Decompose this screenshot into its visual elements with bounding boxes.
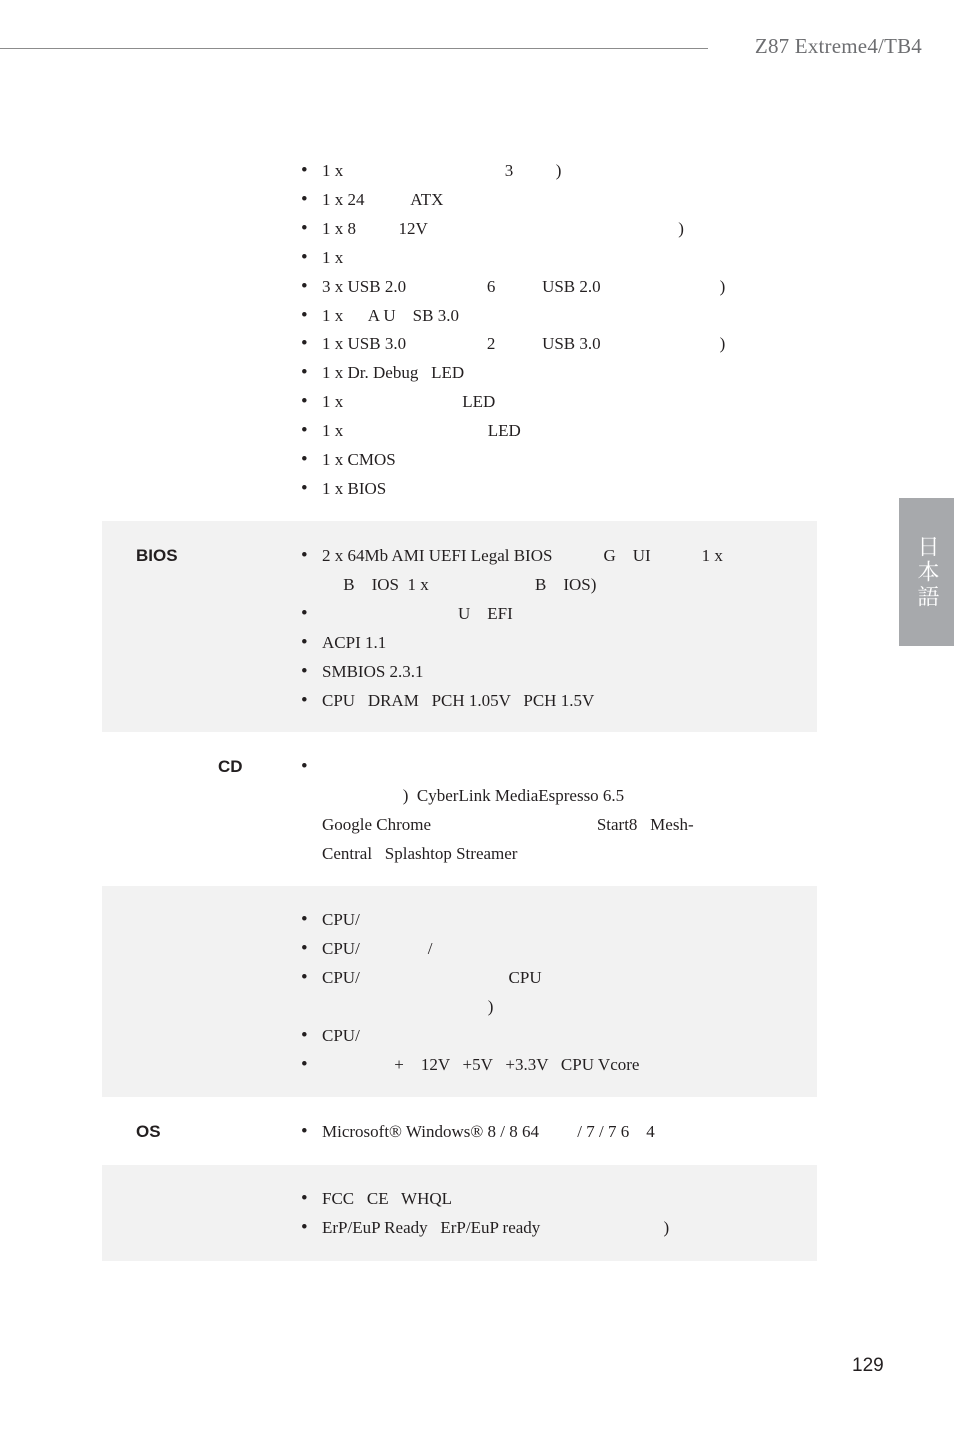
list-item <box>322 1214 782 1243</box>
os-section-label: OS <box>136 1122 161 1141</box>
list-item-line: • 1 x LED <box>322 421 521 441</box>
list-item <box>322 658 782 687</box>
list-item <box>322 215 782 244</box>
list-item-line: Central Splashtop Streamer <box>322 843 518 863</box>
list-item <box>322 600 782 629</box>
list-item-line: • CPU/ CPU <box>322 967 542 987</box>
list-item <box>322 542 782 600</box>
list-item <box>322 475 782 504</box>
header-title: Z87 Extreme4/TB4 <box>754 34 922 58</box>
list-item-line: • 1 x A U SB 3.0 <box>322 305 459 325</box>
list-item-line: • CPU/ <box>322 910 360 929</box>
list-item <box>322 417 782 446</box>
cert-section <box>102 1165 817 1261</box>
list-item <box>322 1118 782 1147</box>
list-item-line: • SMBIOS 2.3.1 <box>322 661 424 681</box>
list-item-line: • 1 x USB 3.0 2 USB 3.0 ) <box>322 334 726 354</box>
list-item <box>322 330 782 359</box>
list-item-line: • CPU/ / <box>322 938 433 958</box>
list-item-line: • 1 x Dr. Debug LED <box>322 363 465 383</box>
list-item-line: • CPU DRAM PCH 1.05V PCH 1.5V <box>322 690 595 710</box>
list-item-line: • 1 x LED <box>322 392 496 412</box>
list-item <box>322 446 782 475</box>
list-item-line: • 1 x 24 ATX <box>322 189 444 209</box>
list-item-line: • Microsoft® Windows® 8 / 8 64 / 7 / 7 6 4 <box>322 1122 655 1141</box>
list-item <box>322 964 782 1022</box>
list-item-line: • 1 x <box>322 247 344 267</box>
list-item <box>322 359 782 388</box>
list-item <box>322 244 782 273</box>
page-number: 129 <box>852 1355 884 1376</box>
language-tab[interactable] <box>899 498 954 646</box>
list-item-line: Google Chrome Start8 Mesh- <box>322 814 694 834</box>
language-tab-label: 日本語 <box>914 534 939 610</box>
connector-section <box>102 150 817 510</box>
monitor-list <box>322 906 782 1079</box>
cd-section-label: CD <box>218 757 243 776</box>
list-item-line: • ) CyberLink MediaEspresso 6.5 <box>322 785 625 805</box>
list-item <box>322 186 782 215</box>
list-item-line: • 1 x CMOS <box>322 450 396 470</box>
list-item-line: • 2 x 64Mb AMI UEFI Legal BIOS G UI 1 x <box>322 546 723 565</box>
os-list <box>322 1118 782 1147</box>
monitor-section <box>102 886 817 1097</box>
list-item <box>322 157 782 186</box>
list-item <box>322 388 782 417</box>
list-item-line: • ACPI 1.1 <box>322 632 387 652</box>
list-item <box>322 273 782 302</box>
list-item-line: B IOS 1 x B IOS) <box>322 574 597 594</box>
list-item-line: • 1 x BIOS <box>322 478 387 498</box>
list-item-line: ) <box>322 996 494 1016</box>
list-item-line: • 1 x 8 12V ) <box>322 218 684 238</box>
cd-list <box>322 753 782 869</box>
list-item-line: • 1 x 3 ) <box>322 161 562 180</box>
list-item-line: • FCC CE WHQL <box>322 1189 453 1208</box>
os-section <box>102 1097 817 1165</box>
bios-section-label: BIOS <box>136 546 178 565</box>
list-item-line: • CPU/ <box>322 1025 360 1045</box>
list-item-line: • U EFI <box>322 603 513 623</box>
list-item-line: • ErP/EuP Ready ErP/EuP ready ) <box>322 1217 670 1237</box>
list-item-line <box>322 753 782 782</box>
bios-list <box>322 542 782 715</box>
list-item <box>322 1051 782 1080</box>
list-item <box>322 1185 782 1214</box>
list-item <box>322 302 782 331</box>
list-item <box>322 629 782 658</box>
list-item-line: • 3 x USB 2.0 6 USB 2.0 ) <box>322 276 726 296</box>
list-item <box>322 687 782 716</box>
list-item <box>322 1022 782 1051</box>
list-item <box>322 906 782 935</box>
cert-list <box>322 1185 782 1243</box>
bios-section <box>102 521 817 732</box>
header-rule <box>0 48 708 49</box>
list-item-line: • + 12V +5V +3.3V CPU Vcore <box>322 1054 640 1074</box>
list-item <box>322 753 782 869</box>
connector-list <box>322 157 782 504</box>
list-item <box>322 935 782 964</box>
cd-section <box>102 732 817 886</box>
